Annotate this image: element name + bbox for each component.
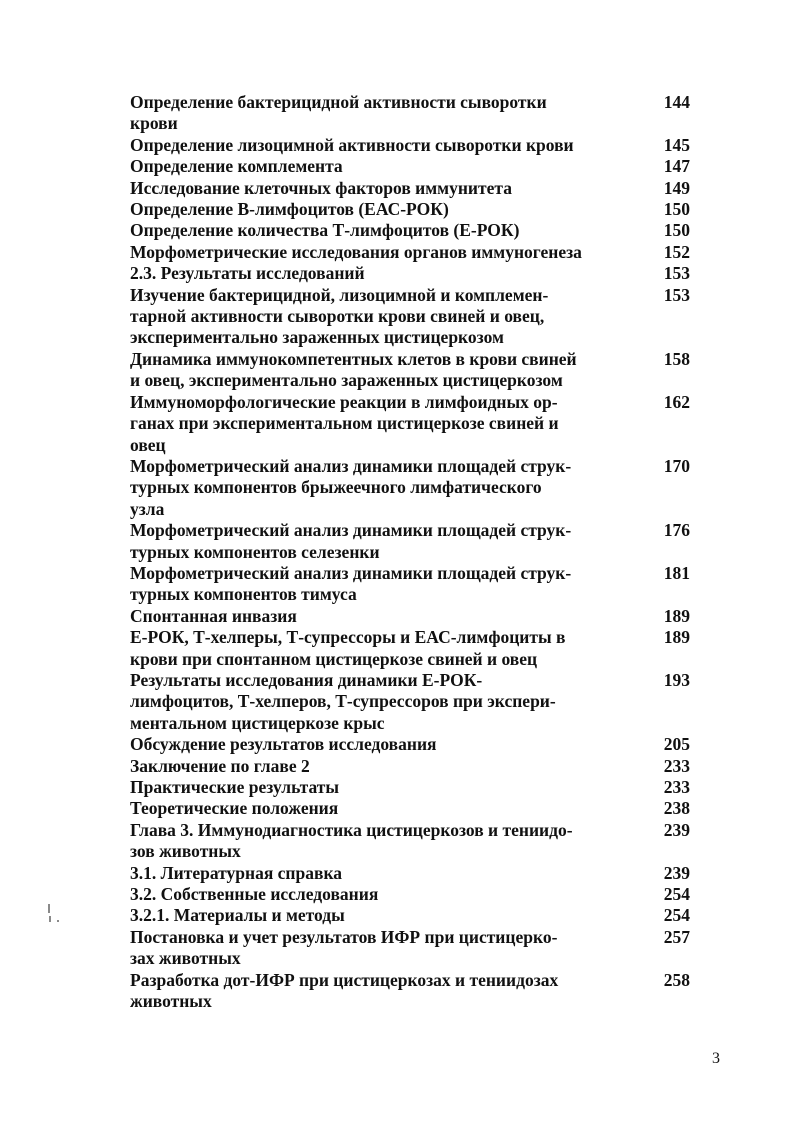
toc-entry <box>130 970 690 1013</box>
toc-entry-title: Морфометрический анализ динамики площадей струк- турных компонентов селезенки <box>130 520 572 562</box>
toc-entry-title: Морфометрический анализ динамики площадей струк- турных компонентов тимуса <box>130 562 572 605</box>
toc-entry-page-number: 149 <box>663 177 690 198</box>
toc-entry-title: Практические результаты <box>130 777 340 797</box>
toc-entry <box>130 606 690 627</box>
toc-entry <box>130 92 690 135</box>
toc-entry-page-number: 181 <box>663 562 690 583</box>
toc-entry <box>130 927 690 970</box>
toc-entry-title: Морфометрические исследования органов иммуногенеза <box>130 241 582 262</box>
toc-entry-page-number: 193 <box>663 669 690 690</box>
toc-entry <box>130 178 690 199</box>
toc-entry <box>130 135 690 156</box>
toc-entry <box>130 156 690 177</box>
toc-entry <box>130 349 690 392</box>
page-number: 3 <box>712 1050 720 1067</box>
toc-entry-page-number: 233 <box>663 755 690 776</box>
toc-entry-title: Теоретические положения <box>130 798 339 819</box>
toc-entry-title: 3.2.1. Материалы и методы <box>130 905 345 926</box>
toc-entry <box>130 563 690 606</box>
toc-entry-title: 2.3. Результаты исследований <box>130 263 365 284</box>
toc-entry-page-number: 233 <box>663 777 690 797</box>
toc-entry-title: Заключение по главе 2 <box>130 755 310 776</box>
toc-entry-title: Динамика иммунокомпетентных клетов в крови свиней и овец, экспериментально зараженных цистицеркозом <box>130 348 577 391</box>
toc-entry-page-number: 144 <box>663 92 690 112</box>
toc-entry-title: Определение комплемента <box>130 156 343 177</box>
toc-entry-title: Постановка и учет результатов ИФР при цистицерко- зах животных <box>130 926 558 969</box>
toc-entry-page-number: 162 <box>663 391 690 412</box>
toc-entry <box>130 734 690 755</box>
toc-entry-title: 3.2. Собственные исследования <box>130 884 379 905</box>
toc-entry-title: Морфометрический анализ динамики площадей струк- турных компонентов брыжеечного лимфатического узла <box>130 455 572 519</box>
toc-entry-page-number: 238 <box>663 798 690 819</box>
toc-entry-title: Результаты исследования динамики Е-РОК- лимфоцитов, Т-хелперов, Т-супрессоров при экспери- ментальном цистицеркозе крыс <box>130 669 556 733</box>
toc-entry <box>130 798 690 819</box>
toc-entry-page-number: 205 <box>663 734 690 755</box>
toc-entry-page-number: 258 <box>663 969 690 990</box>
toc-entry-page-number: 150 <box>663 199 690 220</box>
toc-entry <box>130 242 690 263</box>
toc-entry <box>130 285 690 349</box>
toc-entry-title: Определение лизоцимной активности сыворотки крови <box>130 134 574 155</box>
toc-entry-page-number: 176 <box>663 520 690 541</box>
toc-entry-title: Разработка дот-ИФР при цистицеркозах и тениидозах животных <box>130 969 559 1012</box>
toc-entry <box>130 884 690 905</box>
toc-entry <box>130 777 690 798</box>
toc-entry-title: Изучение бактерицидной, лизоцимной и комплемен- тарной активности сыворотки крови свиней и овец, экспериментально зараженных цистицеркозом <box>130 284 549 348</box>
toc-entry <box>130 905 690 926</box>
toc-entry-page-number: 153 <box>663 284 690 305</box>
toc-entry-page-number: 189 <box>663 605 690 626</box>
toc-entry-page-number: 170 <box>663 455 690 476</box>
toc-entry <box>130 627 690 670</box>
toc-entry-title: Глава 3. Иммунодиагностика цистицеркозов и тениидо- зов животных <box>130 819 573 862</box>
toc-entry <box>130 456 690 520</box>
toc-entry <box>130 670 690 734</box>
toc-entry <box>130 520 690 563</box>
toc-entry <box>130 820 690 863</box>
toc-entry-page-number: 153 <box>663 263 690 284</box>
toc-entry-title: Обсуждение результатов исследования <box>130 734 437 755</box>
table-of-contents <box>130 92 690 1012</box>
toc-entry-title: Иммуноморфологические реакции в лимфоидных ор- ганах при экспериментальном цистицеркозе свиней и овец <box>130 391 559 455</box>
toc-entry-page-number: 254 <box>663 884 690 905</box>
toc-entry-page-number: 147 <box>663 156 690 177</box>
toc-entry <box>130 220 690 241</box>
toc-entry-title: Исследование клеточных факторов иммунитета <box>130 177 512 198</box>
toc-entry-page-number: 150 <box>663 220 690 241</box>
scan-margin-mark <box>46 904 60 924</box>
toc-entry <box>130 392 690 456</box>
toc-entry-page-number: 145 <box>663 134 690 155</box>
toc-entry-title: Определение бактерицидной активности сыворотки крови <box>130 92 547 134</box>
toc-entry-page-number: 254 <box>663 905 690 926</box>
toc-entry <box>130 756 690 777</box>
toc-entry-title: Е-РОК, Т-хелперы, Т-супрессоры и ЕАС-лимфоциты в крови при спонтанном цистицеркозе свиней и овец <box>130 627 566 669</box>
toc-entry-page-number: 158 <box>663 348 690 369</box>
toc-entry <box>130 263 690 284</box>
toc-entry-title: Определение количества Т-лимфоцитов (Е-РОК) <box>130 220 520 241</box>
toc-entry-page-number: 189 <box>663 627 690 648</box>
toc-entry-title: Спонтанная инвазия <box>130 605 297 626</box>
toc-entry-page-number: 239 <box>663 862 690 883</box>
toc-entry <box>130 199 690 220</box>
toc-entry-page-number: 257 <box>663 926 690 947</box>
toc-entry <box>130 863 690 884</box>
toc-entry-page-number: 239 <box>663 819 690 840</box>
toc-entry-page-number: 152 <box>663 241 690 262</box>
toc-entry-title: 3.1. Литературная справка <box>130 862 343 883</box>
toc-entry-title: Определение В-лимфоцитов (ЕАС-РОК) <box>130 199 449 220</box>
